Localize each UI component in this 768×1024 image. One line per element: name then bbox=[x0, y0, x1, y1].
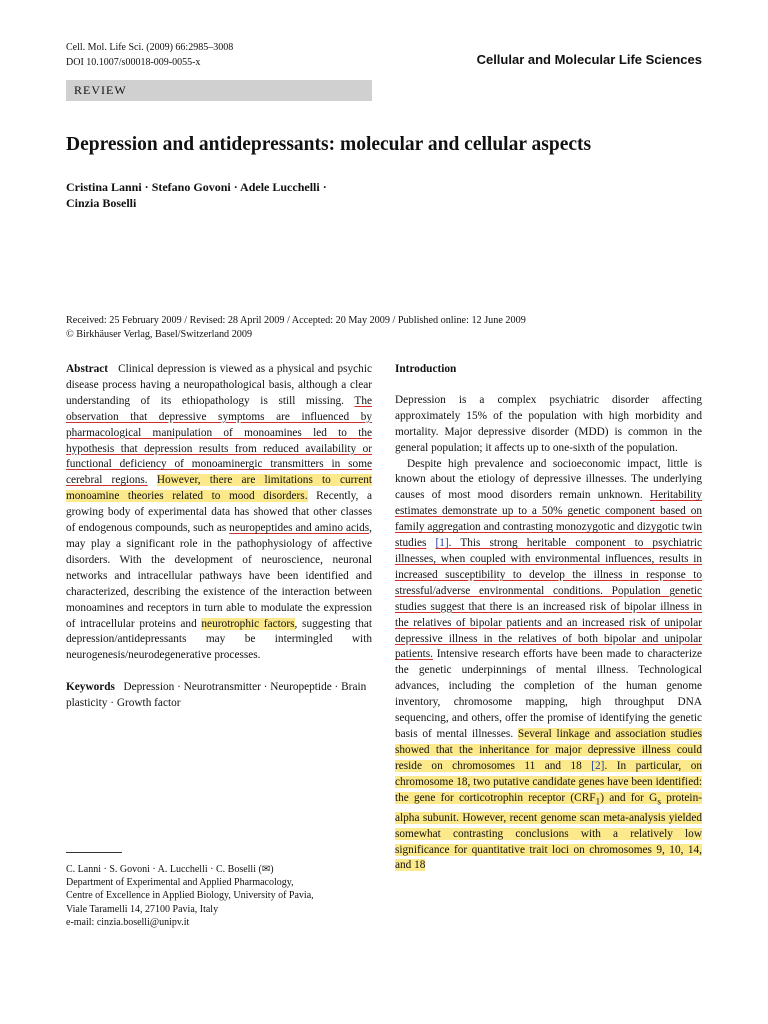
citation-link[interactable]: [1] bbox=[435, 537, 449, 550]
paren-close: ) bbox=[270, 864, 274, 875]
highlighted-text: ) and for G bbox=[600, 791, 658, 804]
authors-line: Cinzia Boselli bbox=[66, 196, 137, 210]
right-column bbox=[395, 362, 702, 874]
body-text: Intensive research efforts have been made to characterize the genetic underpinnings of mental illness. Technological advances, including the completion of the human genome inventory, chromosome mapping, high throughput DNA sequencing, and others, offer the promise of identifying the genetic basis of mental illnesses. bbox=[395, 648, 702, 740]
doi: DOI 10.1007/s00018-009-0055-x bbox=[66, 57, 201, 68]
affiliation-line: Centre of Excellence in Applied Biology, University of Pavia, bbox=[66, 890, 314, 902]
highlighted-text: protein-alpha subunit. However, recent genome scan meta-analysis yielded somewhat contrasting conclusions with a relatively low significance for quantitative trait loci on chromosomes 9, 10, 14, and 18 bbox=[395, 791, 702, 872]
section-label: REVIEW bbox=[66, 80, 372, 101]
underlined-text: neuropeptides and amino acids bbox=[229, 522, 370, 535]
footnote-rule bbox=[66, 852, 122, 853]
envelope-icon: ✉ bbox=[261, 864, 271, 875]
authors-line: Cristina Lanni · Stefano Govoni · Adele Lucchelli · bbox=[66, 180, 327, 194]
abstract-label: Abstract bbox=[66, 363, 109, 375]
history-dates: Received: 25 February 2009 / Revised: 28 April 2009 / Accepted: 20 May 2009 / Published online: 12 June 2009 bbox=[66, 315, 526, 326]
copyright: © Birkhäuser Verlag, Basel/Switzerland 2009 bbox=[66, 329, 253, 340]
subscript: s bbox=[657, 796, 661, 807]
abstract-text: Clinical depression is viewed as a physical and psychic disease process having a neuropathological basis, although a clear understanding of its ethiopathology is still missing. bbox=[66, 363, 372, 407]
keywords-label: Keywords bbox=[66, 681, 115, 694]
introduction-heading: Introduction bbox=[395, 363, 457, 375]
highlighted-text: Several linkage and association studies showed that the inheritance for major depressive illness could reside on chromosomes 11 and 18 bbox=[395, 727, 702, 772]
keywords-text: Depression · Neurotransmitter · Neuropeptide · Brain plasticity · Growth factor bbox=[66, 681, 367, 710]
email[interactable]: e-mail: cinzia.boselli@unipv.it bbox=[66, 916, 190, 928]
left-column bbox=[66, 362, 372, 712]
affiliation-names bbox=[66, 863, 372, 876]
journal-name: Cellular and Molecular Life Sciences bbox=[476, 52, 702, 67]
article-dates bbox=[66, 314, 526, 342]
body-text: Despite high prevalence and socioeconomic impact, little is known about the etiology of depressive illnesses. The underlying causes of most mood disorders remain unknown. bbox=[395, 457, 702, 502]
citation-link[interactable]: [2] bbox=[591, 759, 605, 772]
abstract-text: , may play a significant role in the pathophysiology of affective disorders. With the development of neuroscience, neuronal networks and intracellular pathways have been identified and characterized, describing the existence of the interaction between monoamines and receptors in turn able to modulate the expression of intracellular proteins and bbox=[66, 522, 372, 630]
highlighted-text: . In particular, on chromosome 18, two putative candidate genes have been identified: the gene for corticotrophin receptor (CRF bbox=[395, 759, 703, 804]
underlined-text: The observation that depressive symptoms are influenced by pharmacological manipulation of monoamines led to the hypothesis that depression results from reduced availability or functional deficiency of monoaminergic transmitters in some cerebral regions. bbox=[66, 394, 372, 487]
intro-paragraph: Depression is a complex psychiatric disorder affecting approximately 15% of the population with high morbidity and mortality. Major depressive disorder (MDD) is common in the general population; it affects up to one-sixth of the population. bbox=[395, 393, 702, 454]
keywords bbox=[66, 680, 372, 712]
intro-paragraph bbox=[395, 457, 702, 875]
affiliation-line: Viale Taramelli 14, 27100 Pavia, Italy bbox=[66, 903, 219, 915]
affiliation-line: Department of Experimental and Applied Pharmacology, bbox=[66, 877, 294, 889]
underlined-text: Heritability estimates demonstrate up to a 50% genetic component based on family aggregation and contrasting monozygotic and dizygotic twin studies bbox=[395, 489, 702, 550]
highlighted-text: However, there are limitations to current monoamine theories related to mood disorders. bbox=[66, 474, 372, 503]
underlined-text: . This strong heritable component to psychiatric illnesses, when coupled with environmental influences, results in increased susceptibility to develop the illness in response to stressful/adverse environmental conditions. Population genetic studies suggest that there is an increased risk of bipolar illness in the relatives of bipolar patients and an increased risk of unipolar depressive illness in the relatives of both bipolar and unipolar patients. bbox=[395, 537, 702, 661]
subscript: 1 bbox=[595, 796, 601, 807]
highlighted-text: neurotrophic factors bbox=[201, 617, 295, 630]
abstract bbox=[66, 362, 372, 664]
authors bbox=[66, 179, 396, 211]
journal-header-left bbox=[66, 40, 233, 70]
affiliation bbox=[66, 863, 372, 929]
abstract-text: , suggesting that depression/antidepressants may be intermingled with neurogenesis/neurodegenerative processes. bbox=[66, 617, 372, 662]
article-title: Depression and antidepressants: molecular and cellular aspects bbox=[66, 134, 592, 155]
abstract-text: Recently, a growing body of experimental data has showed that other classes of endogenous compounds, such as bbox=[66, 490, 372, 535]
author-names: C. Lanni · S. Govoni · A. Lucchelli · C. Boselli ( bbox=[66, 864, 262, 875]
highlighted-text bbox=[395, 728, 702, 872]
journal-reference: Cell. Mol. Life Sci. (2009) 66:2985–3008 bbox=[66, 42, 234, 53]
